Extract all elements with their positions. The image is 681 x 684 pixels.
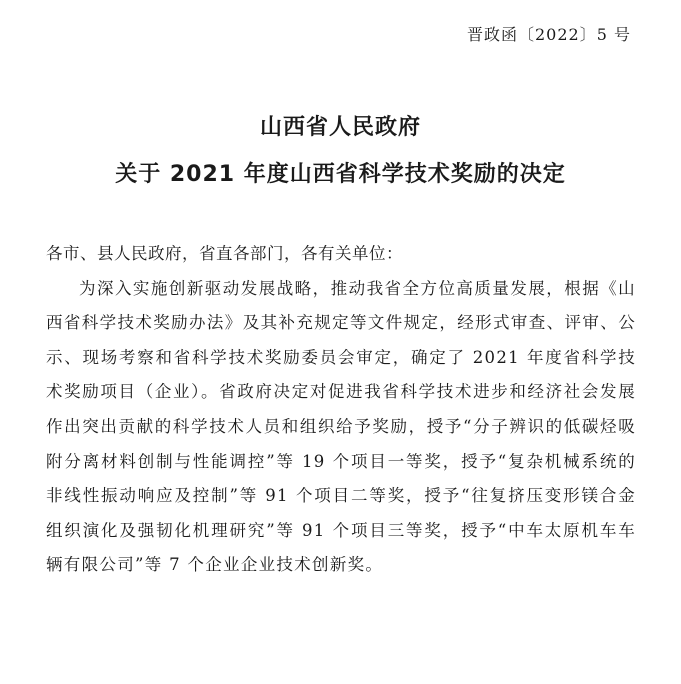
salutation: 各市、县人民政府，省直各部门，各有关单位： (46, 244, 403, 263)
document-title-issuer: 山西省人民政府 (259, 115, 421, 140)
body-paragraph: 为深入实施创新驱动发展战略，推动我省全方位高质量发展，根据《山西省科学技术奖励办法》及其补充规定等文件规定，经形式审查、评审、公示、现场考察和省科学技术奖励委员会审定，确定了 2021 年度省科学技术奖励项目（企业）。省政府决定对促进我省科学技术进步和经济社会发展作出突出贡献的科学技术人员和组织给予奖励，授予“分子辨识的低碳烃吸附分离材料创制与性能调控”等 19 个项目一等奖，授予“复杂机械系统的非线性振动响应及控制”等 91 个项目二等奖，授予“往复挤压变形镁合金组织演化及强韧化机理研究”等 91 个项目三等奖，授予“中车太原机车车辆有限公司”等 7 个企业企业技术创新奖。 (46, 278, 636, 575)
document-body (46, 237, 636, 583)
document-title-subject: 关于 2021 年度山西省科学技术奖励的决定 (115, 162, 566, 187)
document-number: 晋政函〔2022〕5 号 (467, 25, 631, 44)
